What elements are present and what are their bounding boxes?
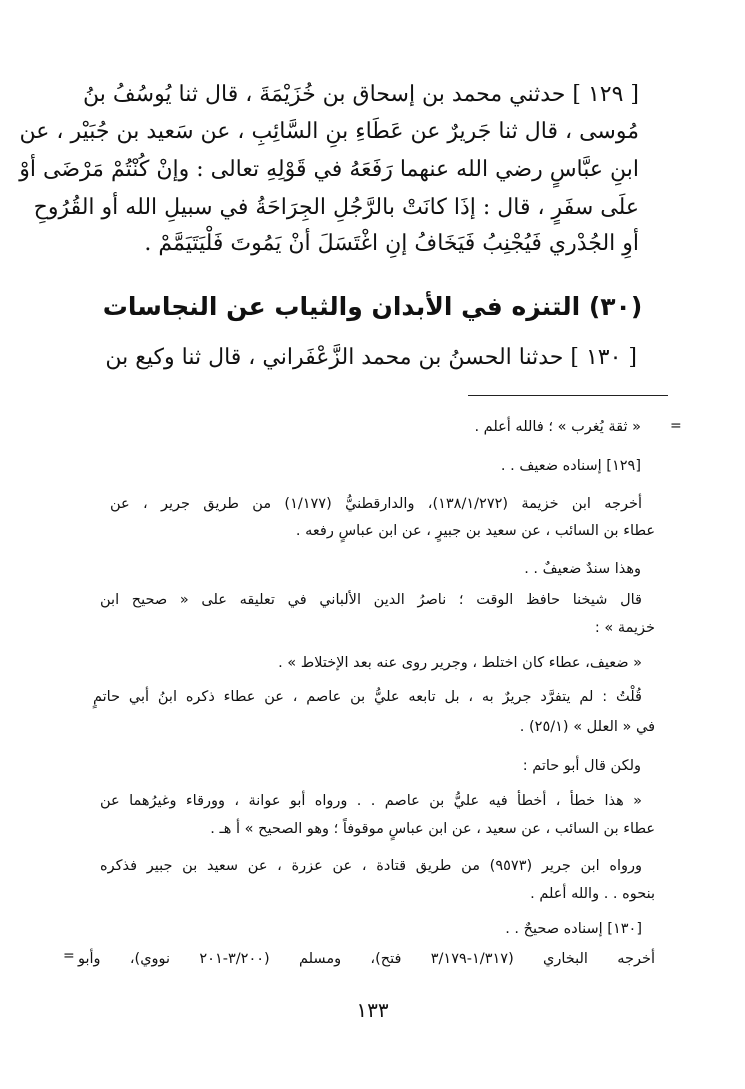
section-heading: (٣٠) التنزه في الأبدان والثياب عن النجاسات: [102, 292, 643, 321]
footnote-line: عطاء بن السائب ، عن سعيد بن جبيرٍ ، عن ابن عباسٍ رفعه .: [295, 523, 655, 539]
footnote-line: بنحوه . . والله أعلم .: [530, 886, 655, 902]
footnote-line: قُلْتُ : لم يتفرَّد جريرٌ به ، بل تابعه عليُّ بن عاصم ، عن عطاء ذكره ابنُ أبي حاتمٍ: [93, 689, 642, 705]
footnote-line: « ضعيف، عطاء كان اختلط ، وجرير روى عنه بعد الإختلاط » .: [278, 655, 642, 671]
hadith-line: [ ١٣٠ ] حدثنا الحسنُ بن محمد الزَّعْفَراني ، قال ثنا وكيع بن: [105, 345, 637, 370]
footnote-end-mark: =: [63, 948, 75, 964]
footnote-line: أخرجه البخاري (١/٣١٧-٣/١٧٩ فتح)، ومسلم (٣/٢٠٠-٢٠١ نووي)، وأبو: [78, 951, 655, 967]
hadith-line: مُوسى ، قال ثنا جَريرٌ عن عَطَاءِ بنِ السَّائِبِ ، عن سَعيد بن جُبَيْر ، عن: [19, 119, 639, 144]
footnote-line: في « العلل » (٢٥/١) .: [519, 719, 655, 735]
hadith-line: [ ١٢٩ ] حدثني محمد بن إسحاق بن خُزَيْمَةَ ، قال ثنا يُوسُفُ بنُ: [83, 82, 639, 107]
footnote-continuation-mark: =: [670, 418, 682, 434]
hadith-line: أوِ الجُدْري فَيُجْنِبُ فَيَخَافُ إنِ اغْتَسَلَ أنْ يَمُوتَ فَلْيَتَيَمَّمْ .: [144, 231, 639, 256]
footnote-line: ورواه ابن جرير (٩٥٧٣) من طريق قتادة ، عن عزرة ، عن سعيد بن جبير فذكره: [100, 858, 642, 874]
footnote-divider: [468, 395, 668, 396]
footnote-line: ولكن قال أبو حاتم :: [522, 758, 641, 774]
footnote-line: [١٢٩] إسناده ضعيف . .: [500, 458, 641, 474]
footnote-line: أخرجه ابن خزيمة (١٣٨/١/٢٧٢)، والدارقطنيُّ (١/١٧٧) من طريق جرير ، عن: [110, 496, 642, 512]
footnote-line: وهذا سندٌ ضعيفٌ . .: [524, 561, 641, 577]
hadith-line: علَى سفَرٍ ، قال : إذَا كانَتْ بالرَّجُلِ الجِرَاحَةُ في سبيلِ الله أو القُرُوحِ: [33, 195, 639, 220]
footnote-line: « هذا خطأ ، أخطأ فيه عليُّ بن عاصم . . ورواه أبو عوانة ، وورقاء وغيرُهما عن: [100, 793, 642, 809]
footnote-line: قال شيخنا حافظ الوقت ؛ ناصرُ الدين الألباني في تعليقه على « صحيح ابن: [100, 592, 642, 608]
hadith-line: ابنِ عبَّاسٍ رضي الله عنهما رَفَعَهُ في قَوْلِهِ تعالى : وإنْ كُنْتُمْ مَرْضَى أوْ: [19, 157, 639, 182]
footnote-line: [١٣٠] إسناده صحيحٌ . .: [505, 921, 642, 937]
footnote-line: « ثقة يُغرب » ؛ فالله أعلم .: [474, 419, 641, 435]
page-number: ١٣٣: [356, 998, 389, 1022]
footnote-line: خزيمة » :: [594, 620, 655, 636]
footnote-line: عطاء بن السائب ، عن سعيد ، عن ابن عباسٍ موقوفاً ؛ وهو الصحيح » أ هـ .: [210, 821, 655, 837]
